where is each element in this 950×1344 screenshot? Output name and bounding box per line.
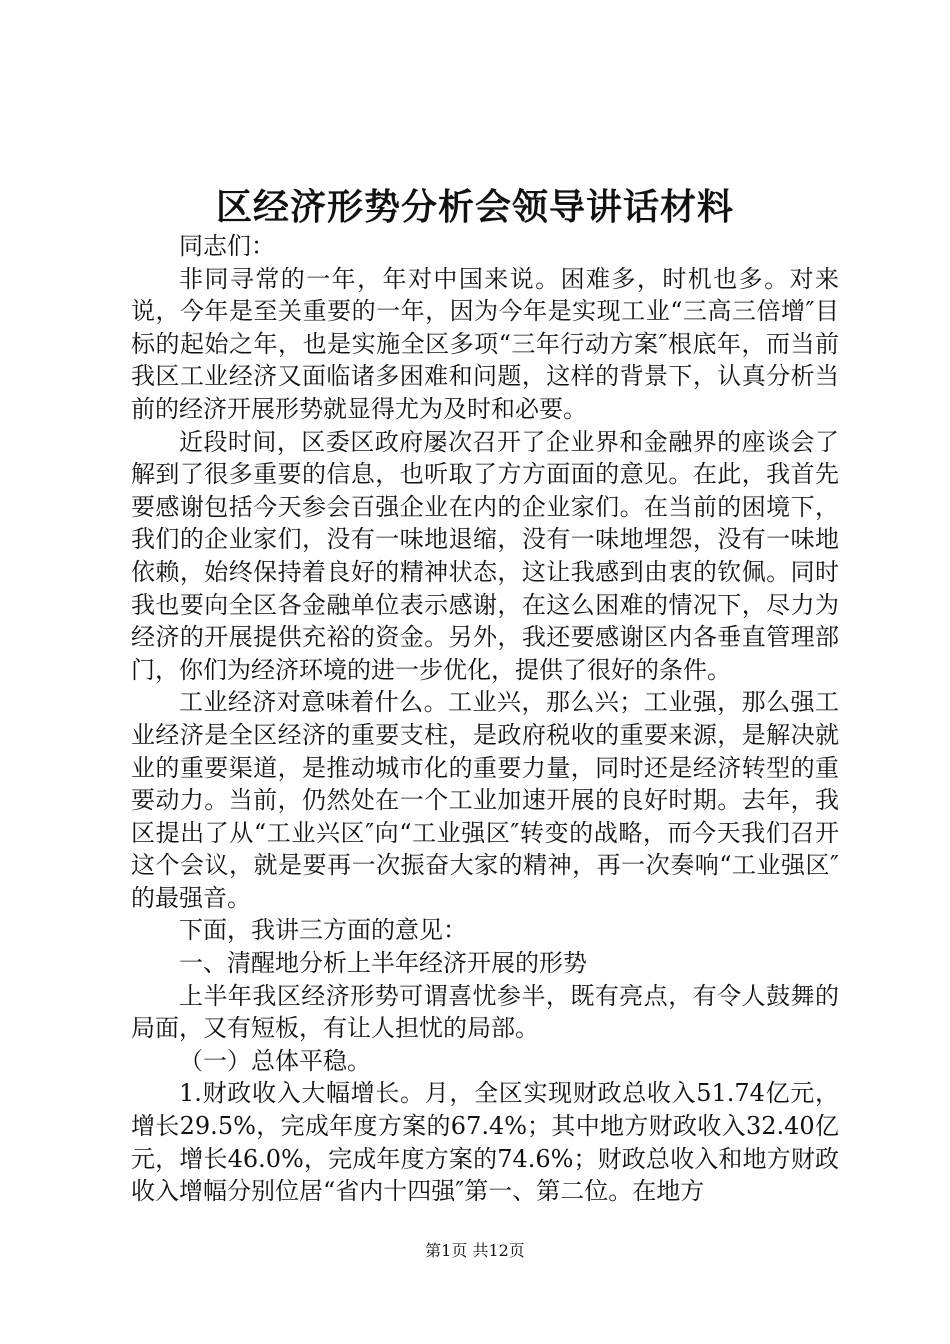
paragraph-intro: 非同寻常的一年，年对中国来说。困难多，时机也多。对来说，今年是至关重要的一年，因为今年是实现工业“三高三倍增″目标的起始之年，也是实施全区多项“三年行动方案″根底年，而当前我区工业经济又面临诸多困难和问题，这样的背景下，认真分析当前的经济开展形势就显得尤为及时和必要。 [131, 264, 839, 423]
paragraph-outline: 下面，我讲三方面的意见： [179, 916, 467, 945]
document-title: 区经济形势分析会领导讲话材料 [215, 186, 734, 228]
paragraph-overview: 上半年我区经济形势可谓喜忧参半，既有亮点，有令人鼓舞的局面，又有短板，有让人担忧的局部。 [131, 981, 839, 1043]
subsection-heading-1: （一）总体平稳。 [179, 1046, 371, 1075]
page-footer: 第1页 共12页 [425, 1241, 525, 1260]
paragraph-thanks: 近段时间，区委区政府屡次召开了企业界和金融界的座谈会了解到了很多重要的信息，也听取了方方面面的意见。在此，我首先要感谢包括今天参会百强企业在内的企业家们。在当前的困境下，我们的企业家们，没有一味地退缩，没有一味地埋怨，没有一味地依赖，始终保持着良好的精神状态，这让我感到由衷的钦佩。同时我也要向全区各金融单位表示感谢，在这么困难的情况下，尽力为经济的开展提供充裕的资金。另外，我还要感谢区内各垂直管理部门，你们为经济环境的进一步优化，提供了很好的条件。 [131, 427, 839, 684]
paragraph-industry: 工业经济对意味着什么。工业兴，那么兴；工业强，那么强工业经济是全区经济的重要支柱，是政府税收的重要来源，是解决就业的重要渠道，是推动城市化的重要力量，同时还是经济转型的重要动力。当前，仍然处在一个工业加速开展的良好时期。去年，我区提出了从“工业兴区″向“工业强区″转变的战略，而今天我们召开这个会议，就是要再一次振奋大家的精神，再一次奏响“工业强区″的最强音。 [131, 688, 839, 912]
document-body [131, 230, 839, 1208]
salutation: 同志们： [179, 232, 275, 260]
paragraph-finance: 1.财政收入大幅增长。月，全区实现财政总收入51.74亿元，增长29.5%，完成年度方案的67.4%；其中地方财政收入32.40亿元，增长46.0%，完成年度方案的74.6%；财政总收入和地方财政收入增幅分别位居“省内十四强″第一、第二位。在地方 [131, 1079, 839, 1206]
section-heading-1: 一、清醒地分析上半年经济开展的形势 [179, 949, 587, 978]
